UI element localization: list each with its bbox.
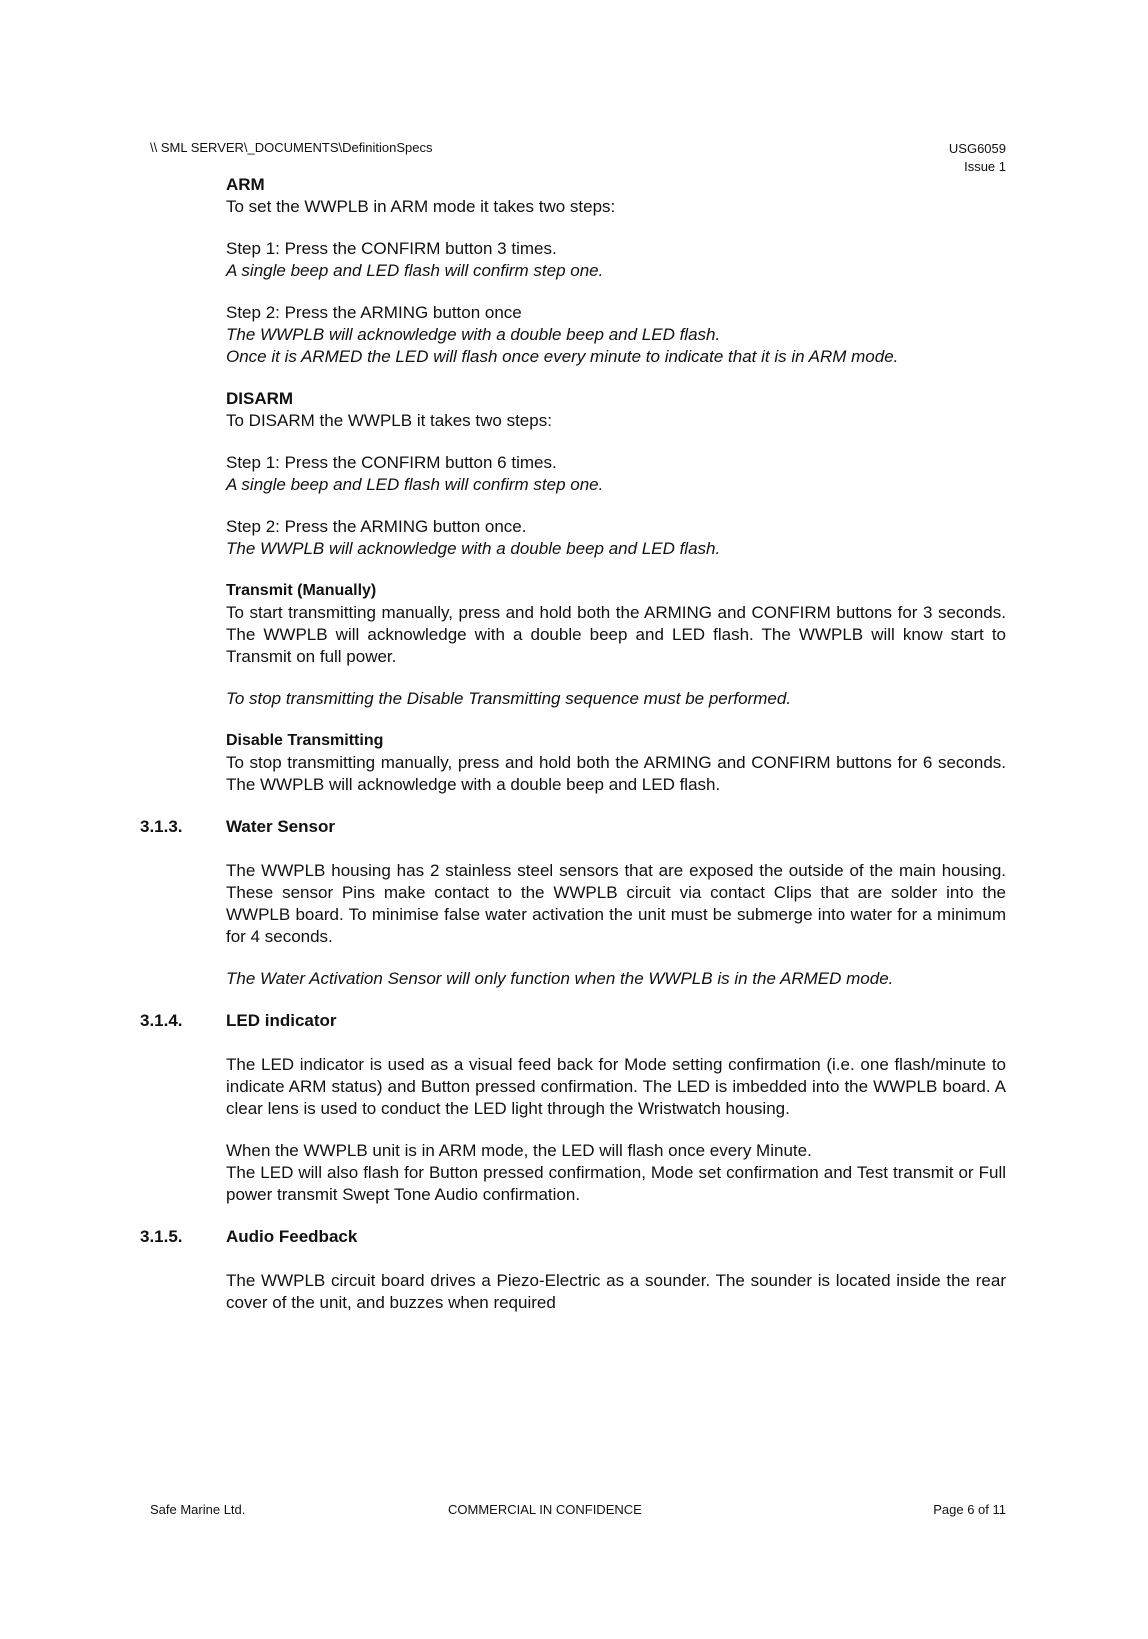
disarm-step1-note: A single beep and LED flash will confirm step one. [226, 475, 604, 494]
arm-step2-note1: The WWPLB will acknowledge with a double beep and LED flash. [226, 325, 721, 344]
section-audio-feedback [140, 1226, 1006, 1248]
section-led-indicator [140, 1010, 1006, 1032]
arm-heading: ARM [226, 175, 265, 194]
disable-body: To stop transmitting manually, press and hold both the ARMING and CONFIRM buttons for 6 seconds. The WWPLB will acknowledge with a double beep and LED flash. [226, 753, 1006, 794]
disarm-step1: Step 1: Press the CONFIRM button 6 times. [226, 453, 557, 472]
issue-label: Issue 1 [964, 159, 1006, 174]
section-number: 3.1.3. [140, 817, 183, 836]
arm-intro: To set the WWPLB in ARM mode it takes two steps: [226, 197, 616, 216]
section-title: Water Sensor [226, 817, 335, 836]
disarm-step2: Step 2: Press the ARMING button once. [226, 517, 527, 536]
transmit-note: To stop transmitting the Disable Transmitting sequence must be performed. [226, 689, 792, 708]
section-number: 3.1.4. [140, 1011, 183, 1030]
led-line1: When the WWPLB unit is in ARM mode, the LED will flash once every Minute. [226, 1141, 812, 1160]
led-line2: The LED will also flash for Button pressed confirmation, Mode set confirmation and Test transmit or Full power transmit Swept Tone Audio confirmation. [226, 1163, 1006, 1204]
footer-company: Safe Marine Ltd. [150, 1502, 246, 1517]
transmit-body: To start transmitting manually, press and hold both the ARMING and CONFIRM buttons for 3 seconds. The WWPLB will acknowledge with a double beep and LED flash. The WWPLB will know start to Transmit on full power. [226, 603, 1006, 666]
led-body: The LED indicator is used as a visual feed back for Mode setting confirmation (i.e. one flash/minute to indicate ARM status) and Button pressed confirmation. The LED is imbedded into the WWPLB board. A clear lens is used to conduct the LED light through the Wristwatch housing. [226, 1055, 1006, 1118]
arm-step1: Step 1: Press the CONFIRM button 3 times. [226, 239, 557, 258]
transmit-heading: Transmit (Manually) [226, 582, 377, 599]
arm-step2: Step 2: Press the ARMING button once [226, 303, 522, 322]
audio-body: The WWPLB circuit board drives a Piezo-Electric as a sounder. The sounder is located inside the rear cover of the unit, and buzzes when required [226, 1271, 1006, 1312]
header-path: \\ SML SERVER\_DOCUMENTS\DefinitionSpecs [150, 140, 433, 155]
section-water-sensor [140, 816, 1006, 838]
disarm-step2-note: The WWPLB will acknowledge with a double beep and LED flash. [226, 539, 721, 558]
section-number: 3.1.5. [140, 1227, 183, 1246]
arm-step1-note: A single beep and LED flash will confirm step one. [226, 261, 604, 280]
header-doc-info [949, 140, 1006, 176]
disable-heading: Disable Transmitting [226, 732, 384, 749]
section-title: LED indicator [226, 1011, 337, 1030]
arm-step2-note2: Once it is ARMED the LED will flash once every minute to indicate that it is in ARM mode. [226, 347, 899, 366]
footer-confidential: COMMERCIAL IN CONFIDENCE [448, 1502, 642, 1517]
disarm-intro: To DISARM the WWPLB it takes two steps: [226, 411, 552, 430]
section-title: Audio Feedback [226, 1227, 358, 1246]
doc-id: USG6059 [948, 141, 1006, 156]
disarm-heading: DISARM [226, 389, 294, 408]
footer-page-number: Page 6 of 11 [933, 1502, 1006, 1517]
water-note: The Water Activation Sensor will only function when the WWPLB is in the ARMED mode. [226, 969, 894, 988]
document-body [140, 174, 1006, 1334]
water-body: The WWPLB housing has 2 stainless steel sensors that are exposed the outside of the main housing. These sensor Pins make contact to the WWPLB circuit via contact Clips that are solder into the WWPLB board. To minimise false water activation the unit must be submerge into water for a minimum for 4 seconds. [226, 861, 1006, 946]
